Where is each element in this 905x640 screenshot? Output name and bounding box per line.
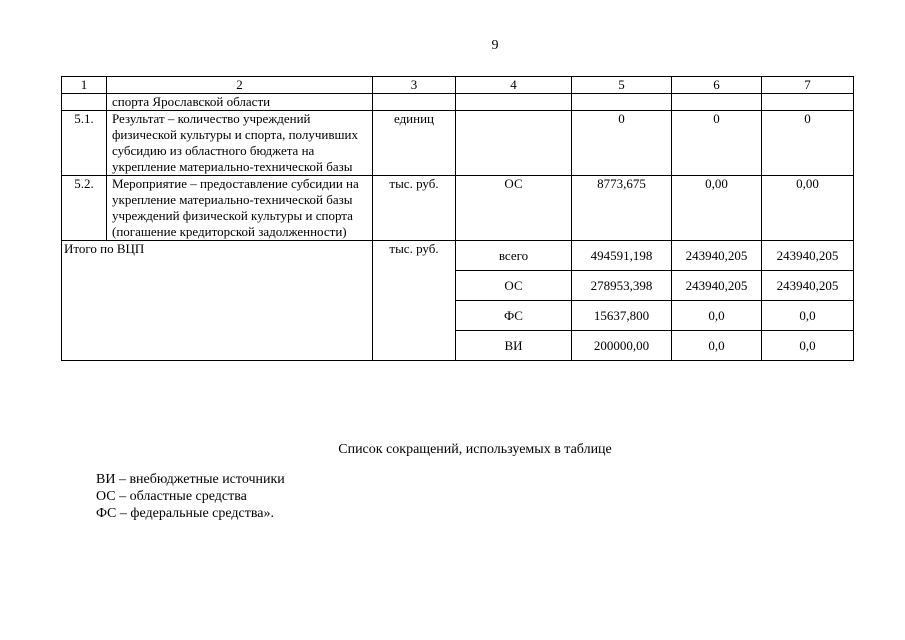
header-cell: 6 [672, 77, 762, 94]
budget-table [61, 76, 854, 361]
total-source: ФС [456, 301, 572, 331]
table-header-row [62, 77, 854, 94]
cell-source [456, 111, 572, 176]
cell-name: Мероприятие – предоставление субсидии на укрепление материально-технической базы учреждений физической культуры и спорта (погашение кредиторской задолженности) [107, 176, 373, 241]
abbreviation-item: ОС – областные средства [96, 489, 247, 504]
header-cell: 4 [456, 77, 572, 94]
header-cell: 5 [572, 77, 672, 94]
cell-num: 5.2. [62, 176, 107, 241]
cell-v6: 0,00 [672, 176, 762, 241]
total-row [62, 241, 854, 271]
cell-v7 [762, 94, 854, 111]
total-v5: 15637,800 [572, 301, 672, 331]
header-cell: 7 [762, 77, 854, 94]
cell-source: ОС [456, 176, 572, 241]
cell-v7: 0,00 [762, 176, 854, 241]
cell-name: спорта Ярославской области [107, 94, 373, 111]
total-v5: 278953,398 [572, 271, 672, 301]
cell-unit: единиц [373, 111, 456, 176]
header-cell: 2 [107, 77, 373, 94]
cell-unit: тыс. руб. [373, 176, 456, 241]
abbreviation-item: ФС – федеральные средства». [96, 506, 274, 521]
cell-v6: 0 [672, 111, 762, 176]
total-unit: тыс. руб. [373, 241, 456, 361]
total-v6: 243940,205 [672, 271, 762, 301]
cell-num: 5.1. [62, 111, 107, 176]
cell-num [62, 94, 107, 111]
cell-unit [373, 94, 456, 111]
total-source: ОС [456, 271, 572, 301]
abbreviations-title: Список сокращений, используемых в таблице [338, 442, 612, 457]
table-row-continuation [62, 94, 854, 111]
total-v6: 243940,205 [672, 241, 762, 271]
cell-v5 [572, 94, 672, 111]
page-number: 9 [491, 38, 499, 53]
total-v5: 200000,00 [572, 331, 672, 361]
total-v6: 0,0 [672, 301, 762, 331]
cell-name: Результат – количество учреждений физической культуры и спорта, получивших субсидию из областного бюджета на укрепление материально-технической базы [107, 111, 373, 176]
total-v7: 243940,205 [762, 241, 854, 271]
table-row [62, 111, 854, 176]
total-source: всего [456, 241, 572, 271]
total-v7: 243940,205 [762, 271, 854, 301]
total-source: ВИ [456, 331, 572, 361]
cell-source [456, 94, 572, 111]
total-v7: 0,0 [762, 301, 854, 331]
abbreviations-list [96, 471, 285, 522]
cell-v6 [672, 94, 762, 111]
abbreviation-item: ВИ – внебюджетные источники [96, 472, 285, 487]
total-v7: 0,0 [762, 331, 854, 361]
cell-v5: 8773,675 [572, 176, 672, 241]
header-cell: 3 [373, 77, 456, 94]
total-label: Итого по ВЦП [62, 241, 373, 361]
header-cell: 1 [62, 77, 107, 94]
total-v5: 494591,198 [572, 241, 672, 271]
table-row [62, 176, 854, 241]
cell-v5: 0 [572, 111, 672, 176]
cell-v7: 0 [762, 111, 854, 176]
total-v6: 0,0 [672, 331, 762, 361]
